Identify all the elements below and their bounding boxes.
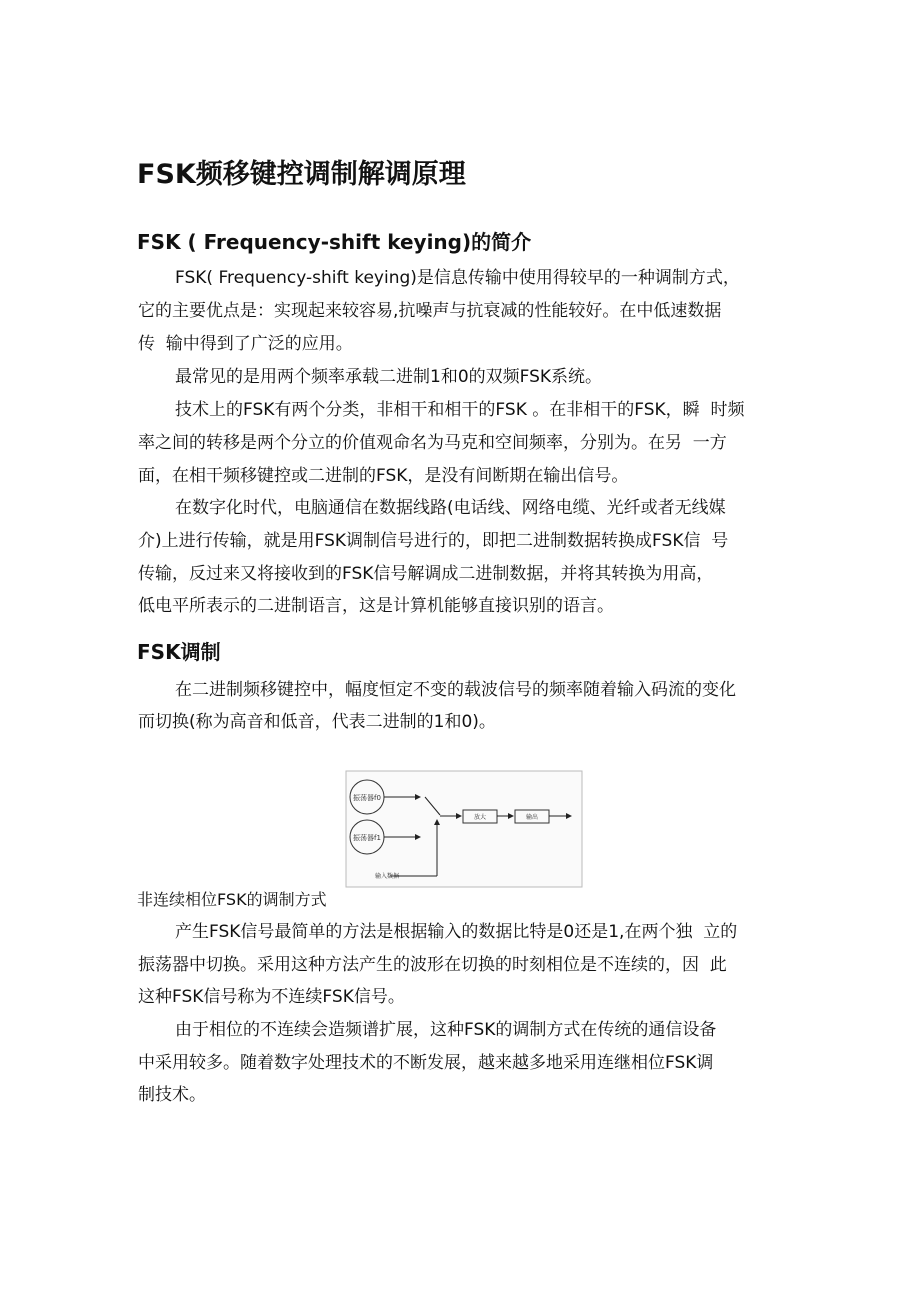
oscillator-f0-label: 振荡器f0 <box>353 794 381 802</box>
paragraph-line: 中采用较多。随着数字处理技术的不断发展，越来越多地采用连继相位FSK调 <box>138 1053 714 1073</box>
paragraph-line: 传输，反过来又将接收到的FSK信号解调成二进制数据，并将其转换为用高， <box>138 564 714 584</box>
paragraph-line: 在数字化时代，电脑通信在数据线路(电话线、网络电缆、光纤或者无线媒 <box>175 498 726 518</box>
paragraph-line: 技术上的FSK有两个分类，非相干和相干的FSK 。在非相干的FSK，瞬 时频 <box>175 400 745 420</box>
paragraph-line: 而切换(称为高音和低音，代表二进制的1和0)。 <box>138 712 496 732</box>
fsk-modulator-diagram <box>345 770 583 888</box>
paragraph-line: FSK( Frequency-shift keying)是信息传输中使用得较早的一种调制方式， <box>175 268 740 288</box>
paragraph-line: 最常见的是用两个频率承载二进制1和0的双频FSK系统。 <box>175 367 603 387</box>
svg-text:输出: 输出 <box>525 814 539 821</box>
paragraph-line: 传 输中得到了广泛的应用。 <box>138 334 353 354</box>
section-heading-modulation: FSK调制 <box>137 640 221 664</box>
svg-text:放大: 放大 <box>473 814 487 821</box>
paragraph-line: 它的主要优点是：实现起来较容易,抗噪声与抗衰减的性能较好。在中低速数据 <box>138 301 722 321</box>
oscillator-f1-label: 振荡器f1 <box>353 834 381 842</box>
paragraph-line: 制技术。 <box>138 1085 206 1105</box>
section-heading-intro: FSK ( Frequency-shift keying)的简介 <box>137 230 532 254</box>
paragraph-line: 面，在相干频移键控或二进制的FSK，是没有间断期在输出信号。 <box>138 466 629 486</box>
paragraph-line: 这种FSK信号称为不连续FSK信号。 <box>138 987 405 1007</box>
paragraph-line: 介)上进行传输，就是用FSK调制信号进行的，即把二进制数据转换成FSK信 号 <box>138 531 729 551</box>
input-data-label: 输入数据 <box>375 873 400 880</box>
paragraph-line: 由于相位的不连续会造频谱扩展，这种FSK的调制方式在传统的通信设备 <box>175 1020 717 1040</box>
figure-caption: 非连续相位FSK的调制方式 <box>137 890 327 909</box>
paragraph-line: 在二进制频移键控中，幅度恒定不变的载波信号的频率随着输入码流的变化 <box>175 680 736 700</box>
paragraph-line: 振荡器中切换。采用这种方法产生的波形在切换的时刻相位是不连续的，因 此 <box>138 955 727 975</box>
paragraph-line: 率之间的转移是两个分立的价值观命名为马克和空间频率，分别为。在另 一方 <box>138 433 727 453</box>
page-title: FSK频移键控调制解调原理 <box>137 159 466 190</box>
paragraph-line: 产生FSK信号最简单的方法是根据输入的数据比特是0还是1,在两个独 立的 <box>175 922 738 942</box>
paragraph-line: 低电平所表示的二进制语言，这是计算机能够直接识别的语言。 <box>138 596 614 616</box>
